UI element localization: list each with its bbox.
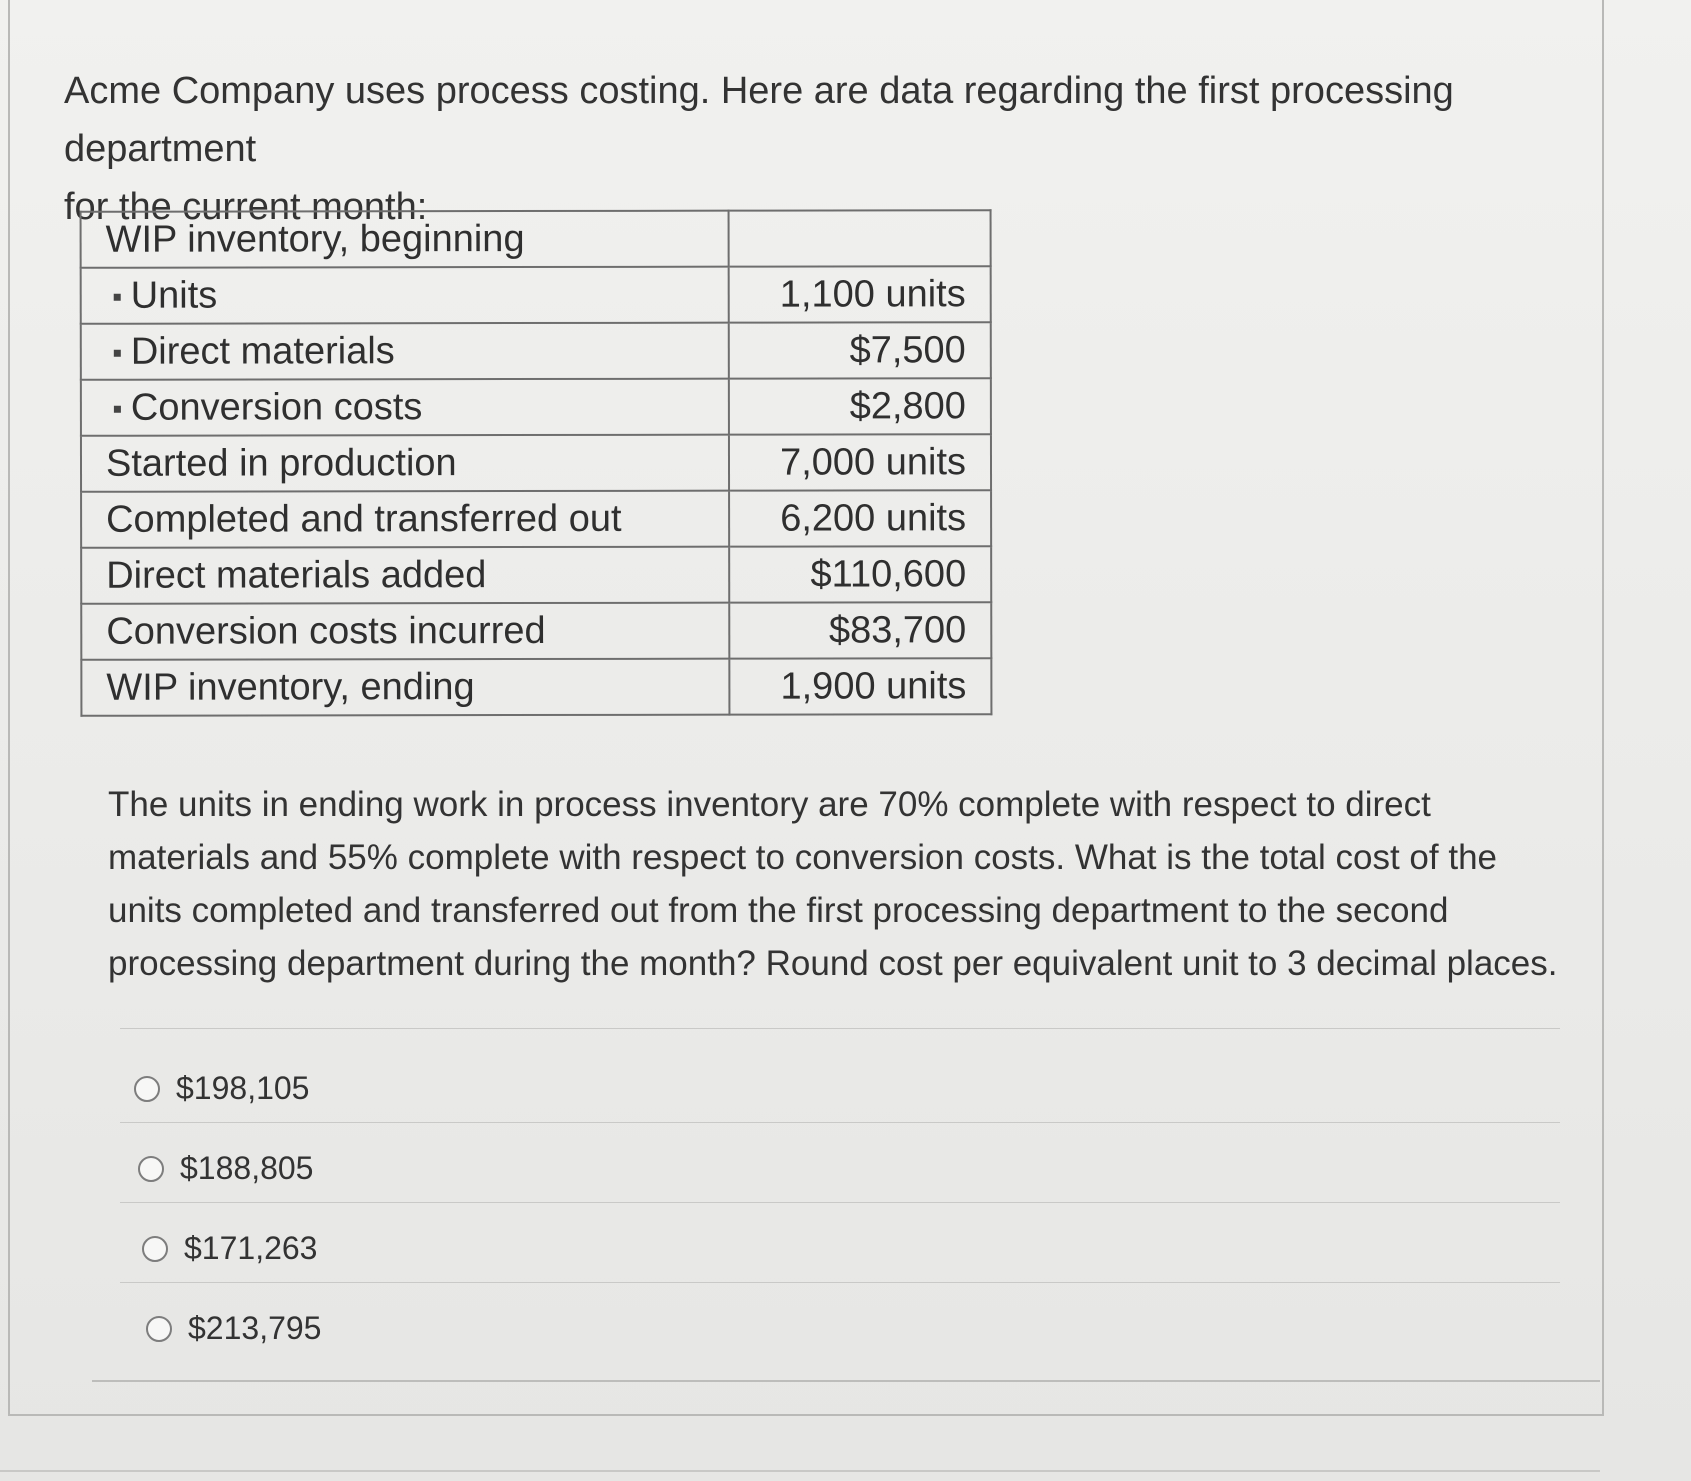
option-divider (120, 1282, 1560, 1283)
table-row (81, 546, 991, 604)
row-label: Completed and transferred out (81, 491, 730, 548)
row-label: Direct materials (130, 329, 395, 373)
table-row (81, 602, 991, 660)
table-row (81, 658, 991, 716)
table-row (81, 378, 991, 436)
cost-data-table (80, 209, 993, 717)
row-value: 1,100 units (729, 266, 991, 322)
options-divider (120, 1028, 1560, 1029)
question-line-4: processing department during the month? Round cost per equivalent unit to 3 decimal places. (108, 944, 1558, 983)
row-value: $2,800 (729, 378, 991, 434)
table-row (81, 322, 991, 380)
radio-button-icon[interactable] (146, 1316, 172, 1342)
row-label: WIP inventory, beginning (81, 211, 730, 268)
row-label-cell (81, 323, 730, 380)
option-divider (120, 1122, 1560, 1123)
card-divider (92, 1380, 1600, 1382)
answer-option-b[interactable] (138, 1150, 313, 1187)
row-value: $7,500 (729, 322, 991, 378)
row-label: Started in production (81, 435, 730, 492)
table-row (81, 490, 991, 548)
intro-line-1: Acme Company uses process costing. Here are data regarding the first processing department (64, 70, 1454, 170)
row-value: 1,900 units (730, 658, 992, 714)
row-label: Units (130, 274, 218, 317)
answer-option-d[interactable] (146, 1310, 321, 1347)
radio-button-icon[interactable] (134, 1076, 160, 1102)
row-label: Conversion costs (130, 385, 423, 429)
option-label: $188,805 (180, 1150, 314, 1186)
row-label-cell (81, 267, 730, 324)
question-text (108, 778, 1588, 990)
table-row (81, 210, 991, 268)
row-value: 7,000 units (729, 434, 991, 490)
option-divider (120, 1202, 1560, 1203)
option-label: $198,105 (176, 1070, 310, 1106)
bullet-icon (114, 294, 121, 301)
question-line-3: units completed and transferred out from the first processing department to the second (108, 891, 1449, 930)
row-label: WIP inventory, ending (81, 659, 730, 716)
answer-option-a[interactable] (134, 1070, 309, 1107)
option-label: $213,795 (188, 1310, 322, 1346)
row-value (729, 210, 991, 266)
intro-line-2: for the current month: (64, 186, 428, 228)
bullet-icon (114, 406, 121, 413)
table-row (81, 266, 991, 324)
radio-button-icon[interactable] (138, 1156, 164, 1182)
row-value: 6,200 units (730, 490, 992, 546)
row-label: Direct materials added (81, 547, 730, 604)
bullet-icon (114, 350, 121, 357)
row-value: $83,700 (730, 602, 992, 658)
row-label: Conversion costs incurred (81, 603, 730, 660)
answer-option-c[interactable] (142, 1230, 317, 1267)
table-row (81, 434, 991, 492)
option-label: $171,263 (184, 1230, 318, 1266)
row-value: $110,600 (730, 546, 992, 602)
question-line-1: The units in ending work in process inventory are 70% complete with respect to direct (108, 785, 1431, 824)
radio-button-icon[interactable] (142, 1236, 168, 1262)
next-card-border (0, 1470, 1600, 1472)
row-label-cell (81, 379, 730, 436)
question-line-2: materials and 55% complete with respect to conversion costs. What is the total cost of the (108, 838, 1497, 877)
